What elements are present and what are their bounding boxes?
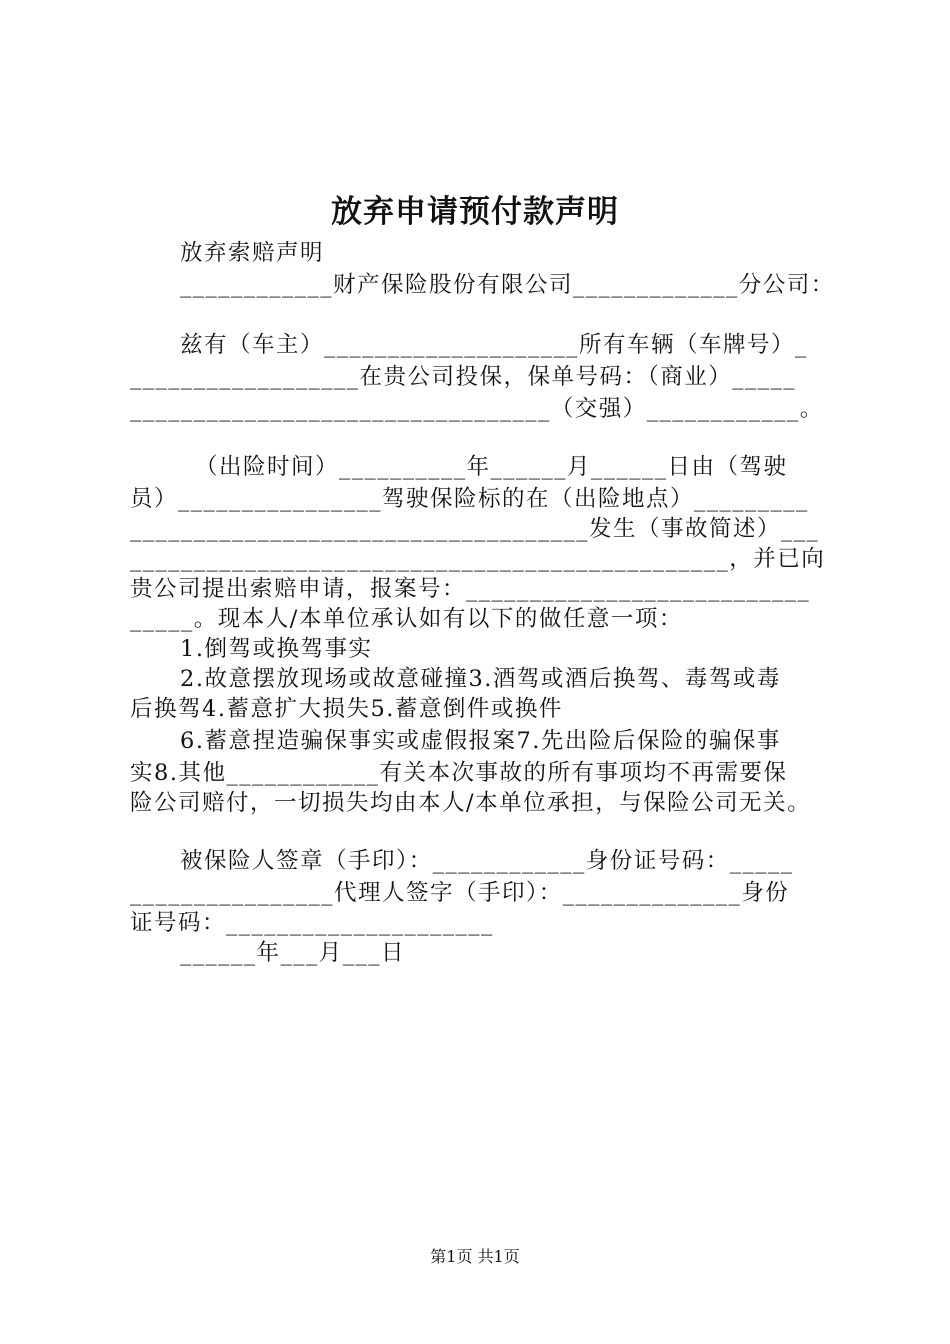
- document-title: 放弃申请预付款声明: [331, 194, 619, 230]
- signature-line: 被保险人签章（手印）：____________身份证号码：_____: [180, 848, 794, 874]
- body-line: __________________在贵公司投保，保单号码：（商业）_____: [130, 364, 797, 390]
- page-footer: 第1页 共1页: [430, 1247, 520, 1266]
- body-line: _____。现本人/本单位承认如有以下的做任意一项：: [130, 606, 683, 632]
- list-item: 6.蓄意捏造骗保事实或虚假报案7.先出险后保险的骗保事: [180, 728, 781, 754]
- body-line: （出险时间）__________年______月______日由（驾驶: [195, 454, 788, 480]
- body-line: 贵公司提出索赔申请，报案号：___________________________: [130, 576, 811, 602]
- list-item: 实8.其他____________有关本次事故的所有事项均不再需要保: [130, 760, 788, 786]
- list-item: 后换驾4.蓄意扩大损失5.蓄意倒件或换件: [130, 696, 563, 722]
- body-line: _________________________________（交强）____________。: [130, 396, 824, 422]
- body-line: 兹有（车主）____________________所有车辆（车牌号）_: [180, 332, 808, 358]
- body-line: ____________________________________发生（事故简述）___: [130, 516, 820, 542]
- subtitle-line: 放弃索赔声明: [180, 240, 325, 266]
- body-line: _______________________________________________，并已向: [130, 546, 826, 572]
- body-line: 员）________________驾驶保险标的在（出险地点）_________: [130, 486, 809, 512]
- addressee-line: ____________财产保险股份有限公司_____________分公司：: [180, 272, 835, 298]
- signature-line: ________________代理人签字（手印）：______________身份: [130, 880, 790, 906]
- list-item: 险公司赔付，一切损失均由本人/本单位承担，与保险公司无关。: [130, 790, 812, 816]
- signature-line: 证号码：_____________________: [130, 910, 494, 936]
- date-line: ______年___月___日: [180, 940, 406, 966]
- list-item: 1.倒驾或换驾事实: [180, 636, 373, 662]
- list-item: 2.故意摆放现场或故意碰撞3.酒驾或酒后换驾、毒驾或毒: [180, 666, 781, 692]
